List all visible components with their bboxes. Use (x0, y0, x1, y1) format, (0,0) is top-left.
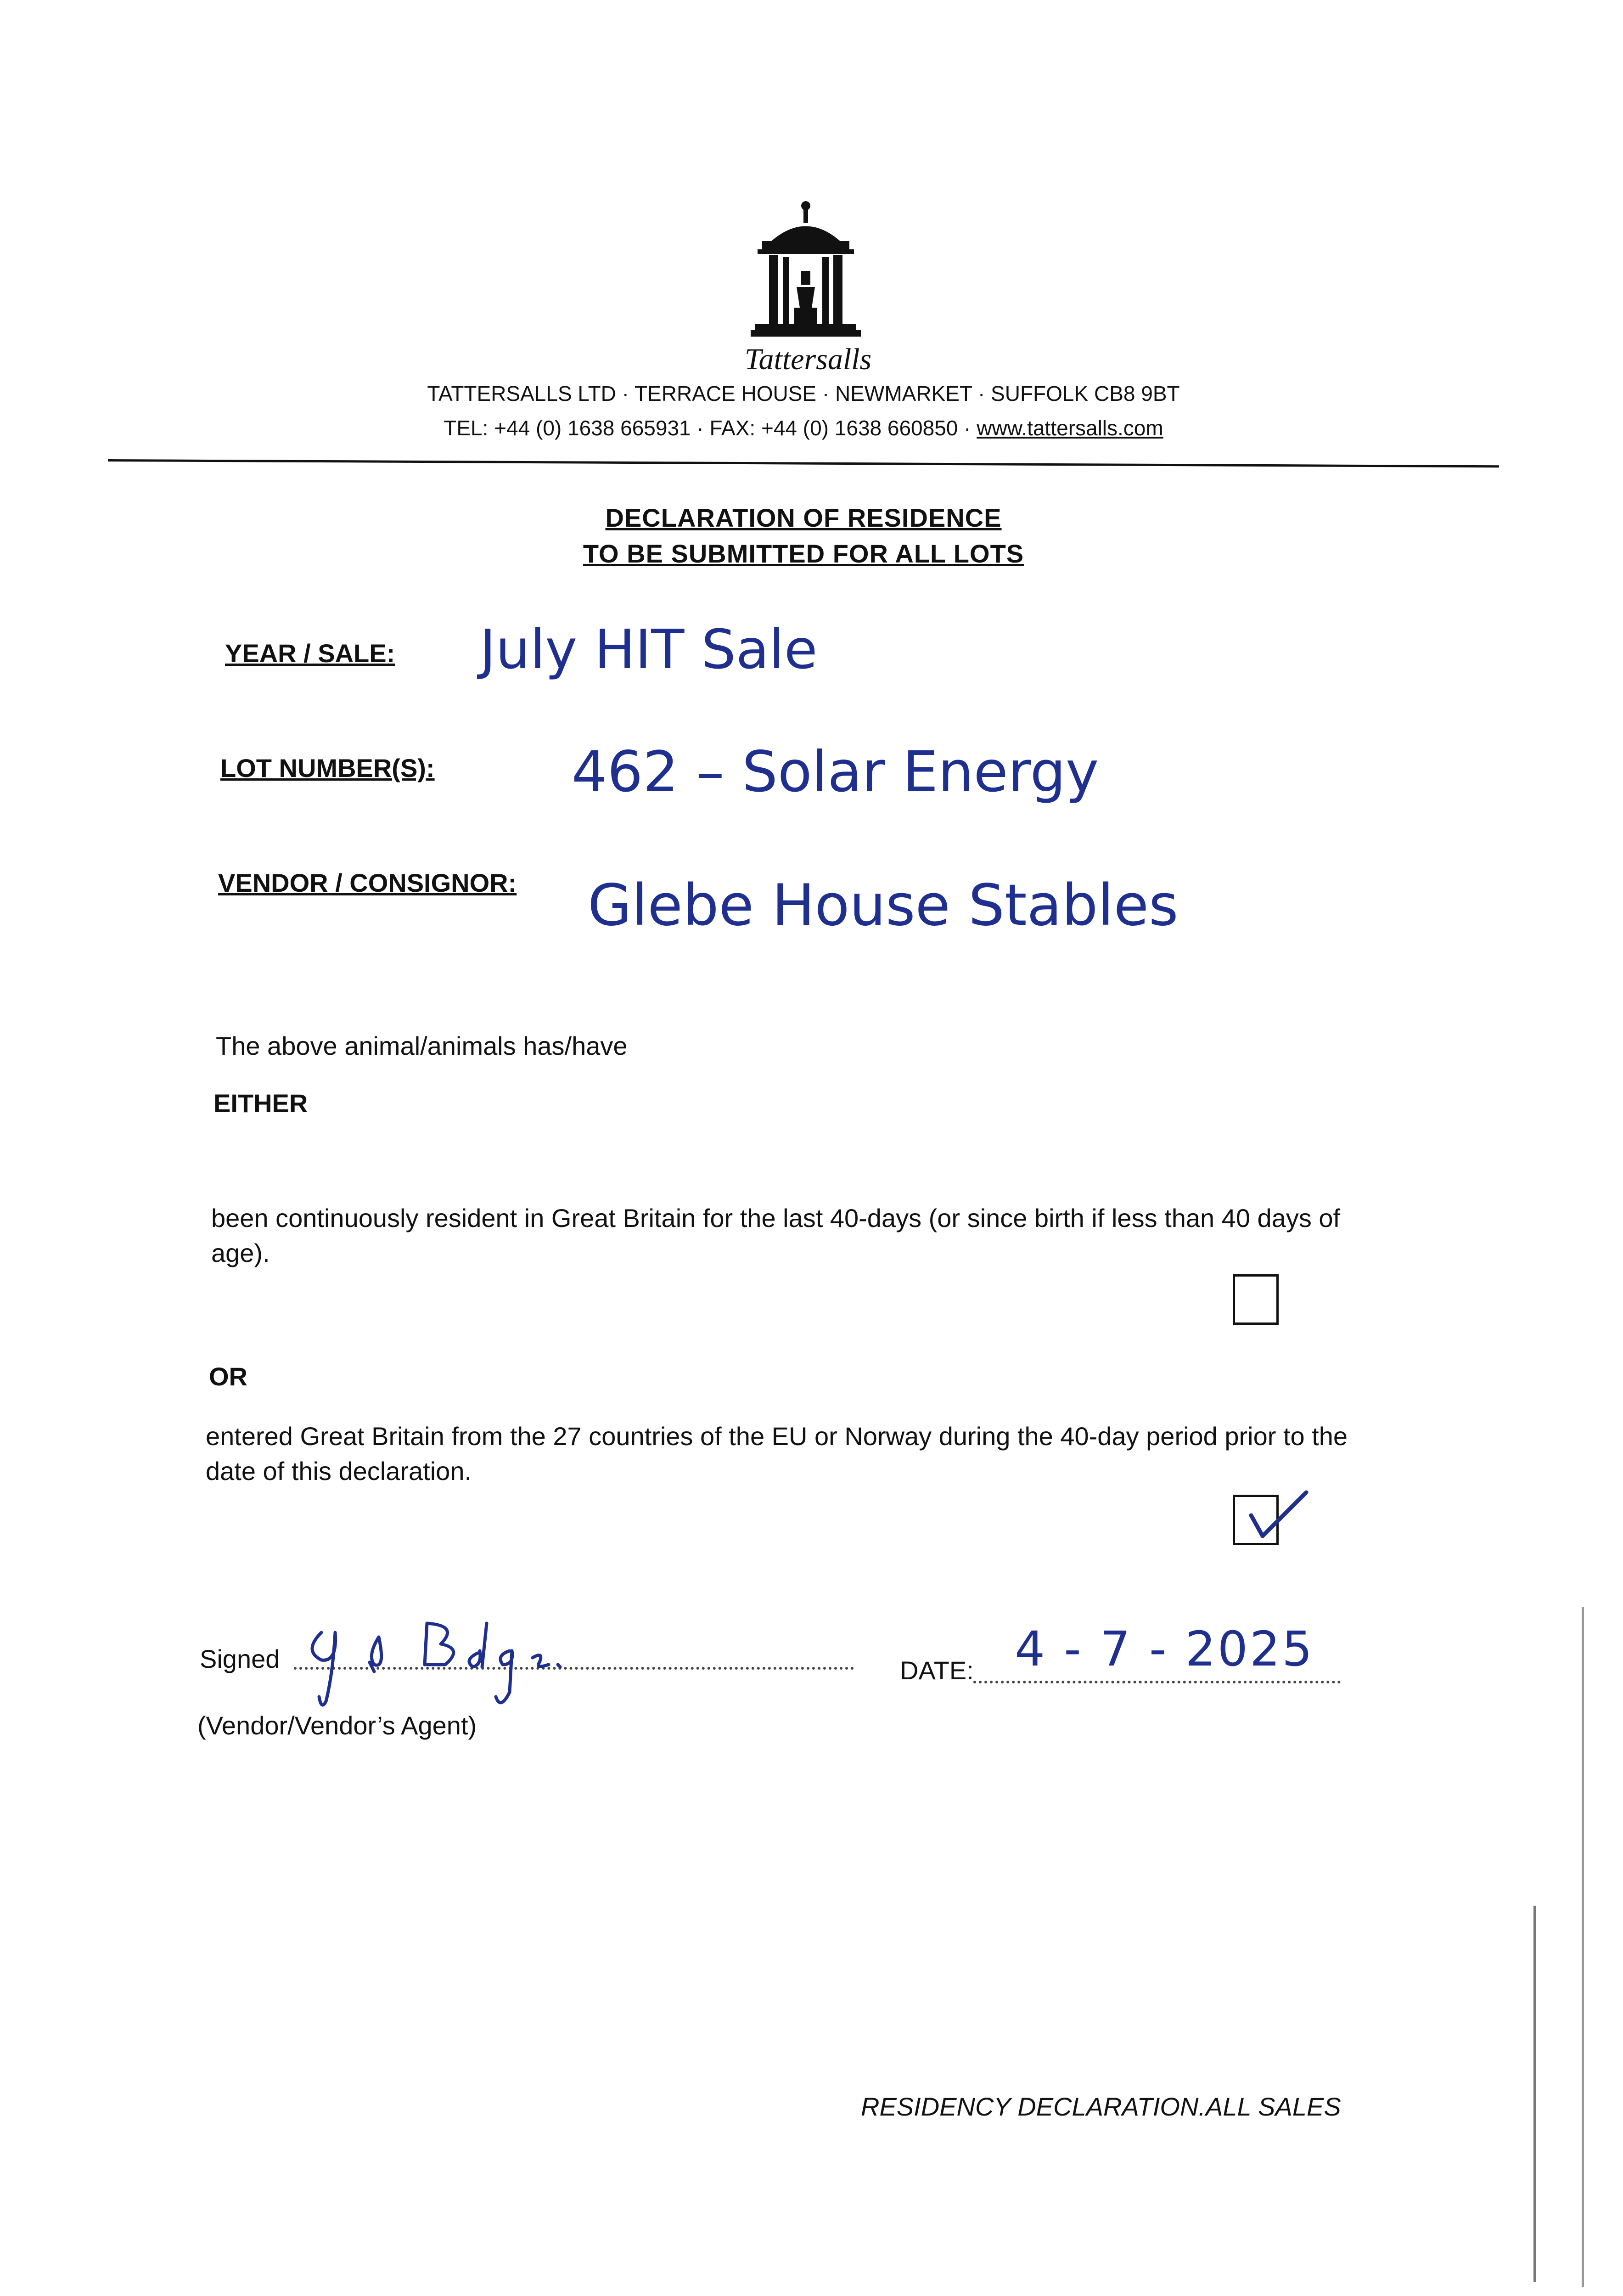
brand-name: Tattersalls (744, 343, 872, 376)
company-contact (321, 416, 1286, 440)
year-sale-label: YEAR / SALE: (225, 639, 395, 668)
either-heading: EITHER (213, 1089, 308, 1118)
document-title: DECLARATION OF RESIDENCE (605, 503, 1002, 532)
scan-edge-line (1533, 1906, 1536, 2282)
option-entered-text: entered Great Britain from the 27 countries of the EU or Norway during the 40-day period prior to the date of this declaration. (206, 1422, 1348, 1486)
option-resident-text: been continuously resident in Great Britain for the last 40-days (or since birth if less than 40 days of age). (211, 1204, 1341, 1267)
signer-note: (Vendor/Vendor’s Agent) (197, 1711, 477, 1740)
checkmark-icon (1230, 1483, 1313, 1557)
scan-edge-line (1582, 1607, 1584, 2287)
signed-label: Signed (200, 1644, 280, 1673)
date-label: DATE: (900, 1656, 974, 1685)
or-heading: OR (209, 1362, 247, 1391)
document-subtitle: TO BE SUBMITTED FOR ALL LOTS (583, 539, 1024, 568)
tattersalls-logo-icon (744, 197, 868, 344)
lot-number-label: LOT NUMBER(S): (220, 754, 435, 782)
vendor-value: Glebe House Stables (588, 872, 1179, 939)
declaration-intro: The above animal/animals has/have (216, 1031, 628, 1060)
year-sale-value: July HIT Sale (480, 618, 818, 681)
form-reference: RESIDENCY DECLARATION.ALL SALES (861, 2092, 1341, 2121)
contact-numbers: TEL: +44 (0) 1638 665931 · FAX: +44 (0) 1638 660850 · (444, 416, 977, 440)
company-address: TATTERSALLS LTD · TERRACE HOUSE · NEWMARKET · SUFFOLK CB8 9BT (427, 382, 1180, 405)
vendor-label: VENDOR / CONSIGNOR: (218, 868, 517, 897)
lot-number-value: 462 – Solar Energy (572, 739, 1099, 805)
website-link[interactable]: www.tattersalls.com (977, 416, 1163, 440)
handwritten-signature-icon (294, 1605, 624, 1715)
option-resident-checkbox[interactable] (1233, 1274, 1279, 1325)
header-divider (108, 459, 1499, 467)
date-value: 4 - 7 - 2025 (1015, 1621, 1314, 1677)
